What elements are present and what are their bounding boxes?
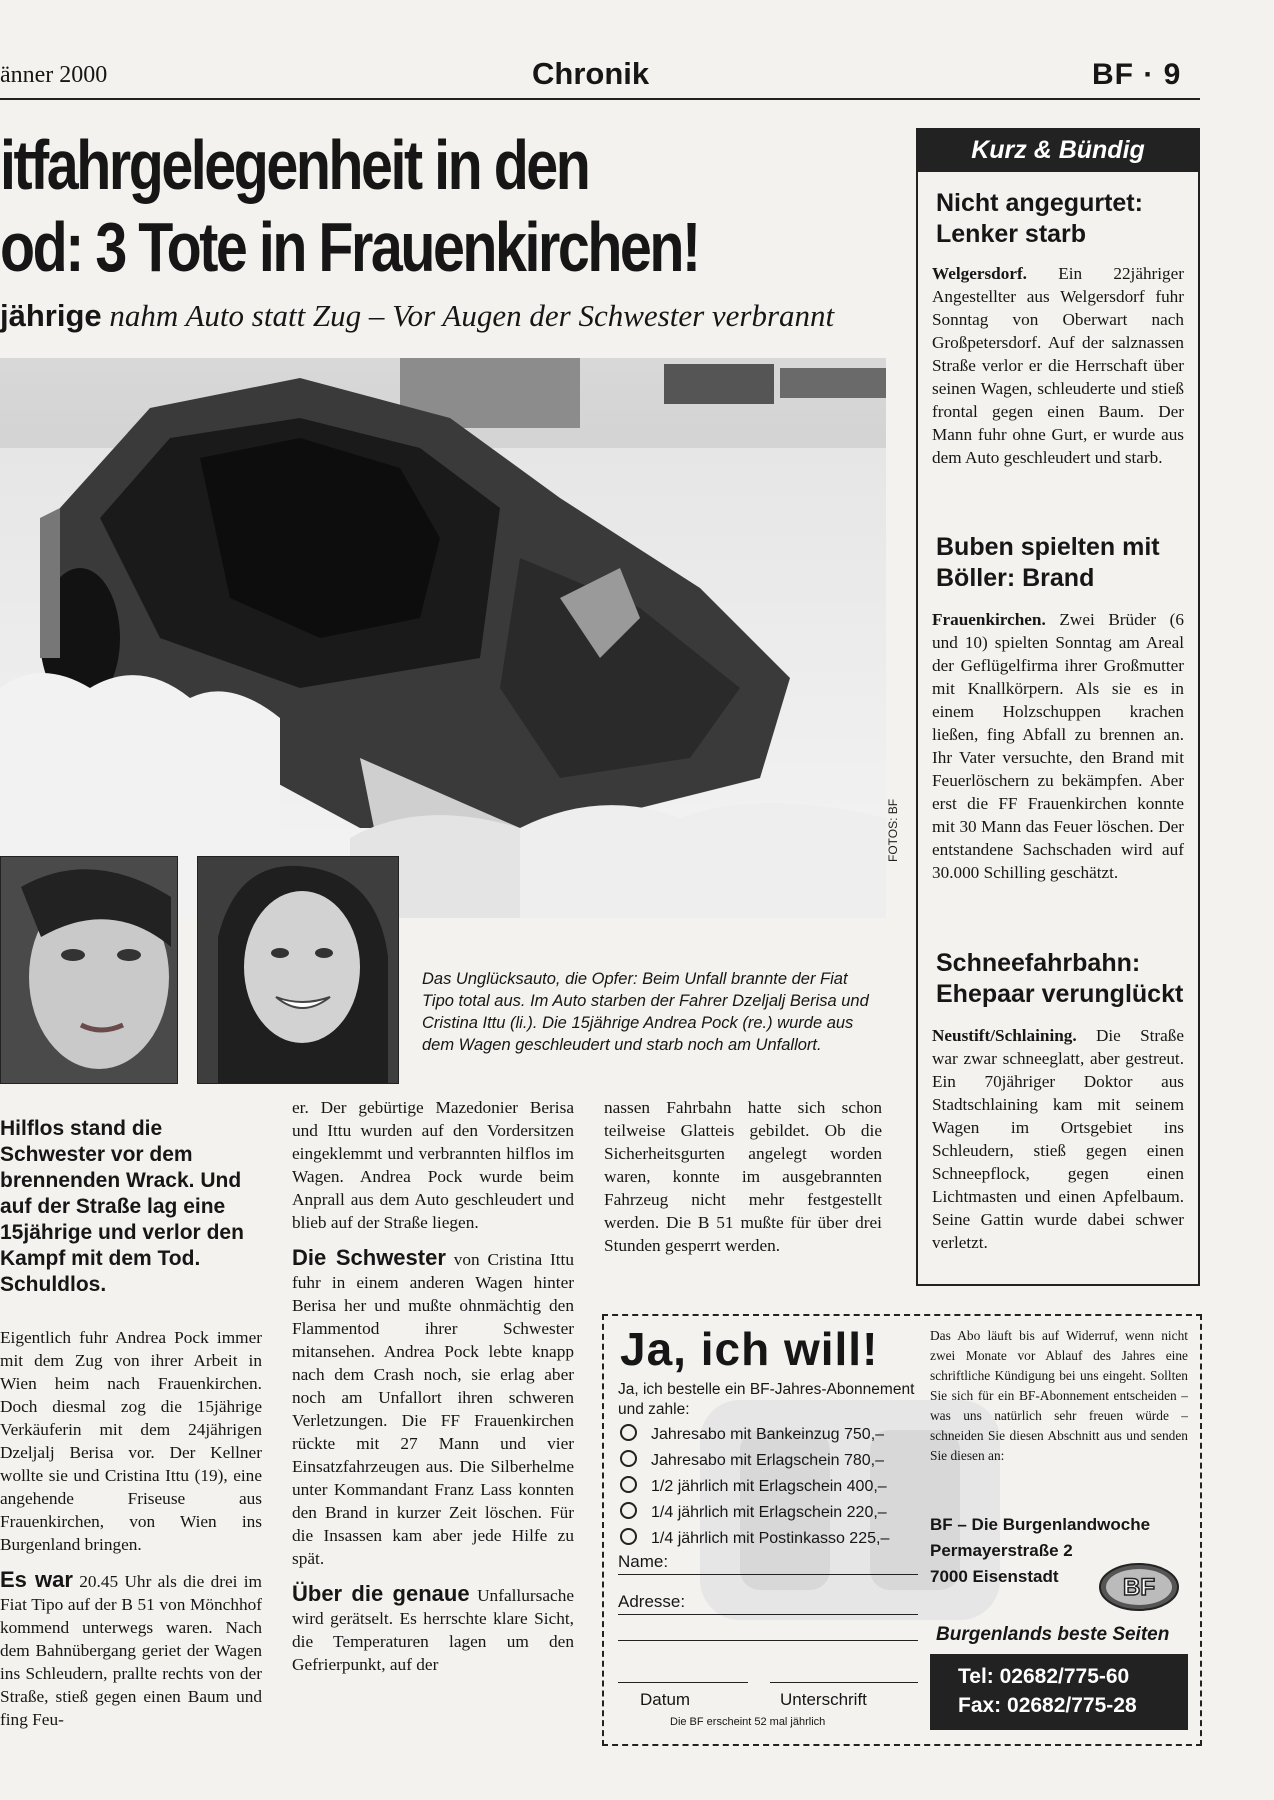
contact-box xyxy=(930,1654,1188,1730)
col3-paragraph-1: nassen Fahrbahn hatte sich schon teilweise Glatteis gebildet. Ob die Sicherheitsgurten angelegt worden waren, konnte im ausgebrannten Fahrzeug nicht mehr festgestellt werden. Die B 51 mußte für über drei Stunden gesperrt werden. xyxy=(604,1098,882,1255)
sidebar-heading-3: Schneefahrbahn: Ehepaar verunglückt xyxy=(936,949,1184,1008)
radio-icon[interactable] xyxy=(620,1424,637,1441)
article-column-1 xyxy=(0,1326,262,1731)
name-label: Name: xyxy=(618,1552,669,1571)
radio-icon[interactable] xyxy=(620,1476,637,1493)
sidebar-place-1: Welgersdorf. xyxy=(932,264,1027,283)
sidebar-place-2: Frauenkirchen. xyxy=(932,610,1046,629)
article-lead: Hilflos stand die Schwester vor dem brennenden Wrack. Und auf der Straße lag eine 15jährige und verlor den Kampf mit dem Tod. Schuldlos. xyxy=(0,1117,244,1296)
address-label: Adresse: xyxy=(618,1592,686,1611)
sidebar-text-3 xyxy=(932,1024,1184,1254)
option-annual-bank[interactable] xyxy=(620,1424,884,1444)
address-line-1: BF – Die Burgenlandwoche xyxy=(930,1515,1151,1534)
option-quarter-slip[interactable] xyxy=(620,1502,887,1522)
address-line-2[interactable] xyxy=(618,1640,918,1641)
option-label: 1/4 jährlich mit Postinkasso 225,– xyxy=(651,1530,890,1547)
col2-runin-1: Die Schwester xyxy=(292,1245,446,1270)
col2-paragraph-3-text: Unfallursache wird gerätselt. Es herrschte klare Sicht, die Temperaturen lagen um den Gefrierpunkt, auf der xyxy=(292,1586,575,1674)
col2-paragraph-2 xyxy=(292,1246,574,1570)
subhead-bold: jährige xyxy=(0,298,102,333)
option-half-year-slip[interactable] xyxy=(620,1476,887,1496)
address-field[interactable] xyxy=(618,1592,918,1615)
coupon-intro: Ja, ich bestelle ein BF-Jahres-Abonnement und zahle: xyxy=(618,1381,915,1418)
signature-line[interactable] xyxy=(770,1682,918,1683)
date-line[interactable] xyxy=(618,1682,748,1683)
sidebar-text-1 xyxy=(932,262,1184,469)
crash-photo xyxy=(0,358,886,918)
signature-label: Unterschrift xyxy=(780,1690,867,1709)
slogan: Burgenlands beste Seiten xyxy=(936,1624,1170,1645)
sidebar-banner: Kurz & Bündig xyxy=(916,128,1200,172)
sidebar-heading-1: Nicht angegurtet: Lenker starb xyxy=(936,189,1143,248)
address-line-street: Permayerstraße 2 xyxy=(930,1541,1073,1560)
col2-paragraph-2-text: von Cristina Ittu fuhr in einem anderen Wagen hinter Berisa her und mußte ohnmächtig den Flammentod ihrer Schwester mitansehen. Andrea Pock lebte knapp nach dem Crash noch, sie erlag aber noch am Unfallort ihren schweren Verletzungen. Die FF Frauenkirchen rückte mit 27 Mann und vier Einsatzfahrzeugen aus. Die Silberhelme unter Kommandant Franz Lass konnten den Brand in kurzer Zeit löschen. Für die Insassen kam aber jede Hilfe zu spät. xyxy=(292,1250,574,1568)
header-rule xyxy=(0,98,1200,100)
article-column-3 xyxy=(604,1096,882,1257)
col1-paragraph-1: Eigentlich fuhr Andrea Pock immer mit dem Zug von ihrer Arbeit in Wien heim nach Frauenkirchen. Doch diesmal zog die 15jährige Verkäuferin mit dem 24jährigen Dzeljalj Berisa vor. Der Kellner wollte sie und Cristina Ittu (19), eine angehende Friseuse aus Frauenkirchen, von Wien ins Burgenland bringen. xyxy=(0,1328,262,1554)
name-field[interactable] xyxy=(618,1552,918,1575)
subhead-italic: nahm Auto statt Zug – Vor Augen der Schwester verbrannt xyxy=(101,298,835,333)
option-quarter-postal[interactable] xyxy=(620,1528,889,1548)
article-column-2 xyxy=(292,1096,574,1676)
photo-credit: FOTOS: BF xyxy=(886,798,900,862)
portrait-left-illustration xyxy=(1,857,177,1083)
col2-runin-2: Über die genaue xyxy=(292,1581,470,1606)
option-label: Jahresabo mit Erlagschein 780,– xyxy=(651,1452,885,1469)
photo-caption: Das Unglücksauto, die Opfer: Beim Unfall brannte der Fiat Tipo total aus. Im Auto starben der Fahrer Dzeljalj Berisa und Cristina Ittu (li.). Die 15jährige Andrea Pock (re.) wurde aus dem Wagen geschleudert und starb noch am Unfallort. xyxy=(422,970,869,1054)
option-label: Jahresabo mit Bankeinzug 750,– xyxy=(651,1426,885,1443)
sidebar-body-1: Ein 22jähriger Angestellter aus Welgersdorf fuhr Sonntag von Oberwart nach Großpetersdorf. Auf der salznassen Straße verlor er die Herrschaft über seinen Wagen, schleuderte und stieß frontal gegen einen Baum. Der Mann fuhr ohne Gurt, er wurde aus dem Auto geschleudert und starb. xyxy=(932,264,1184,467)
option-label: 1/4 jährlich mit Erlagschein 220,– xyxy=(651,1504,887,1521)
col1-paragraph-2 xyxy=(0,1568,262,1731)
radio-icon[interactable] xyxy=(620,1502,637,1519)
issue-date: änner 2000 xyxy=(0,62,108,88)
crash-photo-illustration xyxy=(0,358,886,918)
date-label: Datum xyxy=(640,1690,691,1709)
frequency-note: Die BF erscheint 52 mal jährlich xyxy=(670,1716,826,1728)
option-label: 1/2 jährlich mit Erlagschein 400,– xyxy=(651,1478,887,1495)
address-line-city: 7000 Eisenstadt xyxy=(930,1567,1059,1586)
option-annual-slip[interactable] xyxy=(620,1450,884,1470)
radio-icon[interactable] xyxy=(620,1450,637,1467)
col1-paragraph-2-text: 20.45 Uhr als die drei im Fiat Tipo auf der B 51 von Mönchhof kommend unterwegs waren. Nach dem Bahnübergang geriet der Wagen ins Schleudern, prallte rechts von der Straße, stieß gegen einen Baum und fing Feu- xyxy=(0,1572,262,1729)
coupon-title: Ja, ich will! xyxy=(620,1323,879,1375)
col2-paragraph-1: er. Der gebürtige Mazedonier Berisa und Ittu wurden auf den Vordersitzen eingeklemmt und verbrannten hilflos im Wagen. Andrea Pock wurde beim Anprall aus dem Auto geschleudert und blieb auf der Straße liegen. xyxy=(292,1098,574,1232)
radio-icon[interactable] xyxy=(620,1528,637,1545)
col2-paragraph-3 xyxy=(292,1582,574,1676)
sidebar-place-3: Neustift/Schlaining. xyxy=(932,1026,1077,1045)
sidebar-text-2 xyxy=(932,608,1184,884)
section-title: Chronik xyxy=(532,56,650,91)
headline-line-1: itfahrgelegenheit in den xyxy=(0,126,589,204)
sidebar-body-3: Die Straße war zwar schneeglatt, aber gestreut. Ein 70jähriger Doktor aus Stadtschlaining kam mit seinem Wagen im Ortsgebiet ins Schleudern, stieß gegen einen Schneepflock, gegen einen Lichtmasten und einen Apfelbaum. Seine Gattin wurde dabei schwer verletzt. xyxy=(932,1026,1184,1252)
bf-logo-icon xyxy=(1098,1562,1180,1612)
fax: Fax: 02682/775-28 xyxy=(958,1694,1137,1717)
col1-runin: Es war xyxy=(0,1567,73,1592)
bf-logo-text: BF xyxy=(1123,1574,1155,1601)
headline-line-2: od: 3 Tote in Frauenkirchen! xyxy=(0,208,699,286)
portrait-cristina-ittu xyxy=(0,856,178,1084)
portrait-andrea-pock xyxy=(197,856,399,1084)
subheadline xyxy=(0,298,834,334)
sidebar-heading-2: Buben spielten mit Böller: Brand xyxy=(936,533,1160,592)
portrait-right-illustration xyxy=(198,857,398,1083)
page-number: BF · 9 xyxy=(1092,58,1182,91)
telephone: Tel: 02682/775-60 xyxy=(958,1665,1130,1688)
coupon-terms: Das Abo läuft bis auf Widerruf, wenn nicht zwei Monate vor Ablauf des Jahres eine schriftliche Kündigung bei uns eingeht. Sollten Sie sich für ein BF-Abonnement entscheiden – was uns natürlich sehr freuen würde – schneiden Sie diesen Abschnitt aus und senden Sie diesen an: xyxy=(930,1328,1188,1463)
sidebar-body-2: Zwei Brüder (6 und 10) spielten Sonntag am Areal der Geflügelfirma ihrer Großmutter mit Knallkörpern. Als sie es in einem Holzschuppen krachen ließen, fing Abfall zu brennen an. Ihr Vater versuchte, den Brand mit Feuerlöschern zu bekämpfen. Aber erst die FF Frauenkirchen konnte mit 30 Mann das Feuer löschen. Der entstandene Sachschaden wird auf 30.000 Schilling geschätzt. xyxy=(932,610,1184,882)
